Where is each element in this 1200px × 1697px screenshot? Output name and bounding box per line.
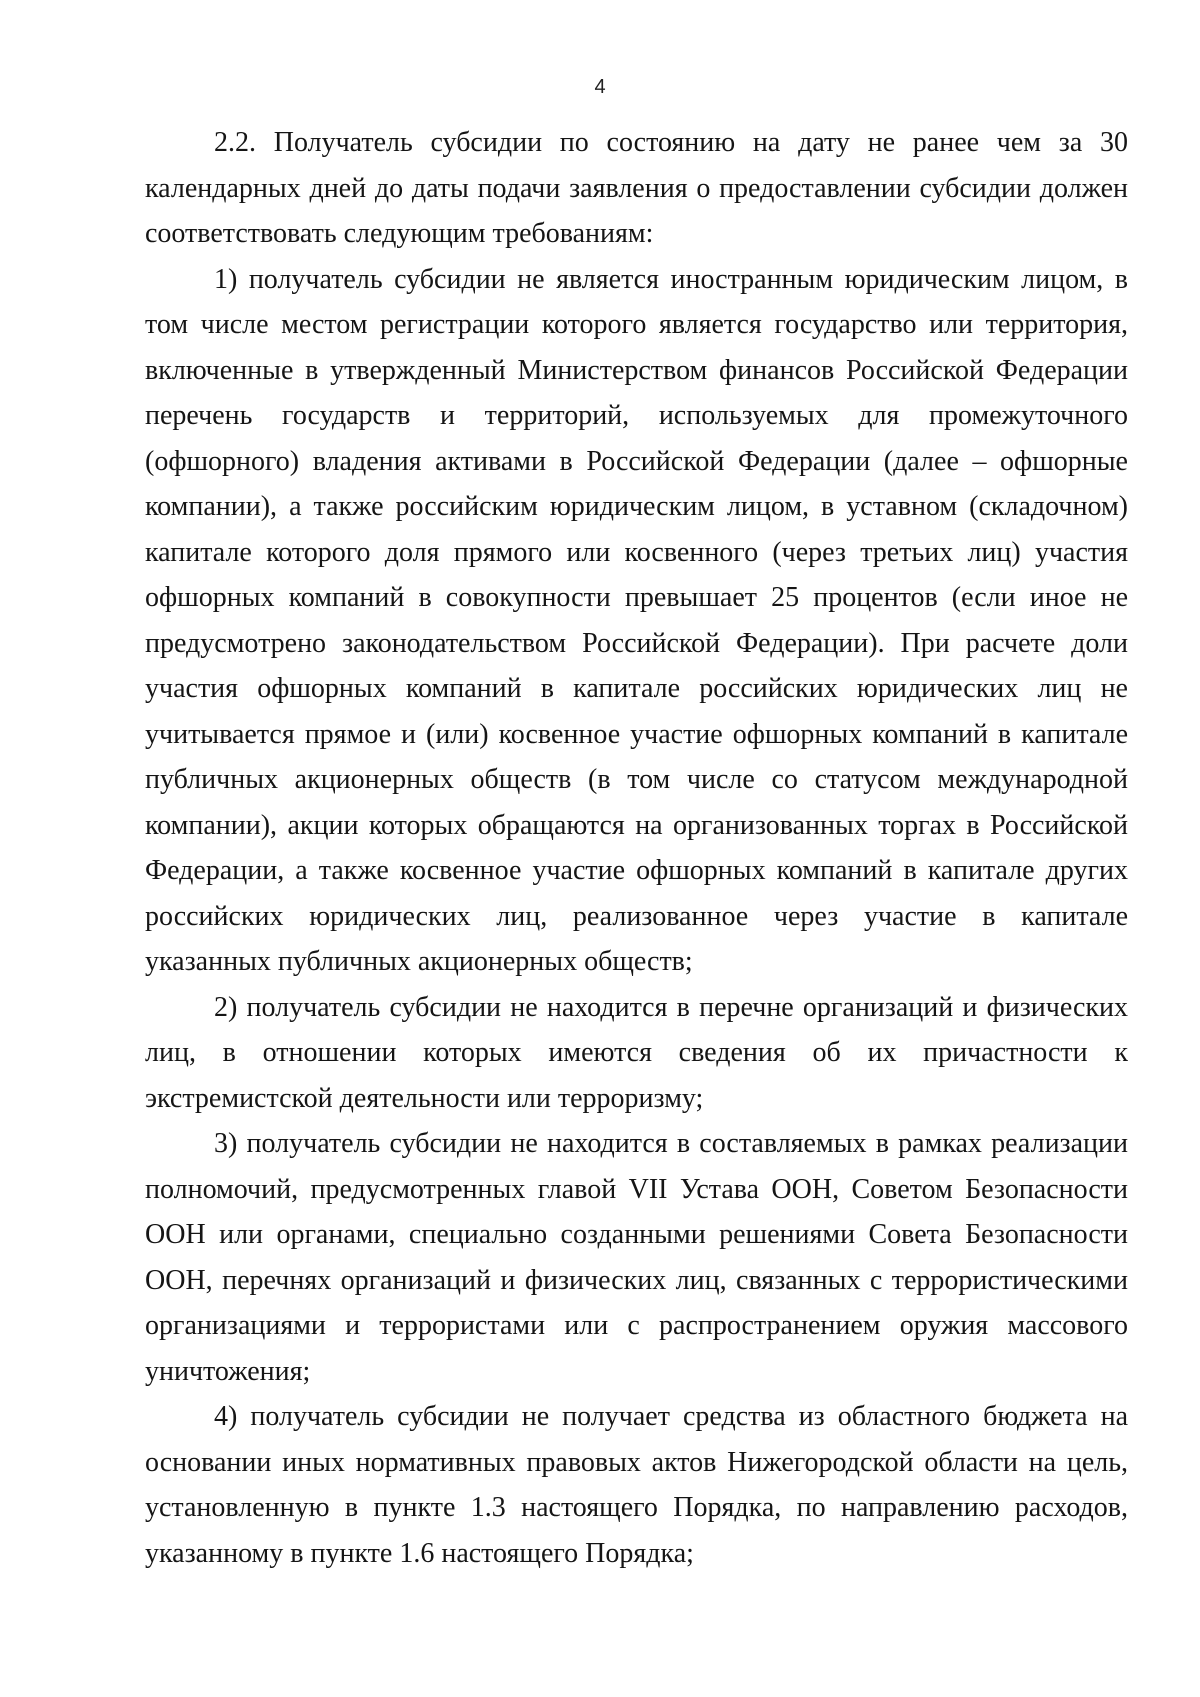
- paragraph-2-2: 2.2. Получатель субсидии по состоянию на дату не ранее чем за 30 календарных дней до даты подачи заявления о предоставлении субсидии должен соответствовать следующим требованиям:: [145, 127, 1128, 249]
- paragraph-item-2: 2) получатель субсидии не находится в перечне организаций и физических лиц, в отношении которых имеются сведения об их причастности к экстремистской деятельности или терроризму;: [145, 991, 1128, 1114]
- paragraph-item-1: 1) получатель субсидии не является иностранным юридическим лицом, в том числе местом регистрации которого является государство или территория, включенные в утвержденный Министерством финансов Российской Федерации перечень государств и территорий, используемых для промежуточного (офшорного) владения активами в Российской Федерации (далее – офшорные компании), а также российским юридическим лицом, в уставном (складочном) капитале которого доля прямого или косвенного (через третьих лиц) участия офшорных компаний в совокупности превышает 25 процентов (если иное не предусмотрено законодательством Российской Федерации). При расчете доли участия офшорных компаний в капитале российских юридических лиц не учитывается прямое и (или) косвенное участие офшорных компаний в капитале публичных акционерных обществ (в том числе со статусом международной компании), акции которых обращаются на организованных торгах в Российской Федерации, а также косвенное участие офшорных компаний в капитале других российских юридических лиц, реализованное через участие в капитале указанных публичных акционерных обществ;: [145, 263, 1128, 977]
- document-body: [145, 120, 1128, 1576]
- paragraph-item-3: 3) получатель субсидии не находится в составляемых в рамках реализации полномочий, предусмотренных главой VII Устава ООН, Советом Безопасности ООН или органами, специально созданными решениями Совета Безопасности ООН, перечнях организаций и физических лиц, связанных с террористическими организациями и террористами или с распространением оружия массового уничтожения;: [145, 1128, 1128, 1387]
- paragraph-item-4: 4) получатель субсидии не получает средства из областного бюджета на основании иных нормативных правовых актов Нижегородской области на цель, установленную в пункте 1.3 настоящего Порядка, по направлению расходов, указанному в пункте 1.6 настоящего Порядка;: [145, 1401, 1128, 1569]
- page-number: 4: [594, 76, 606, 98]
